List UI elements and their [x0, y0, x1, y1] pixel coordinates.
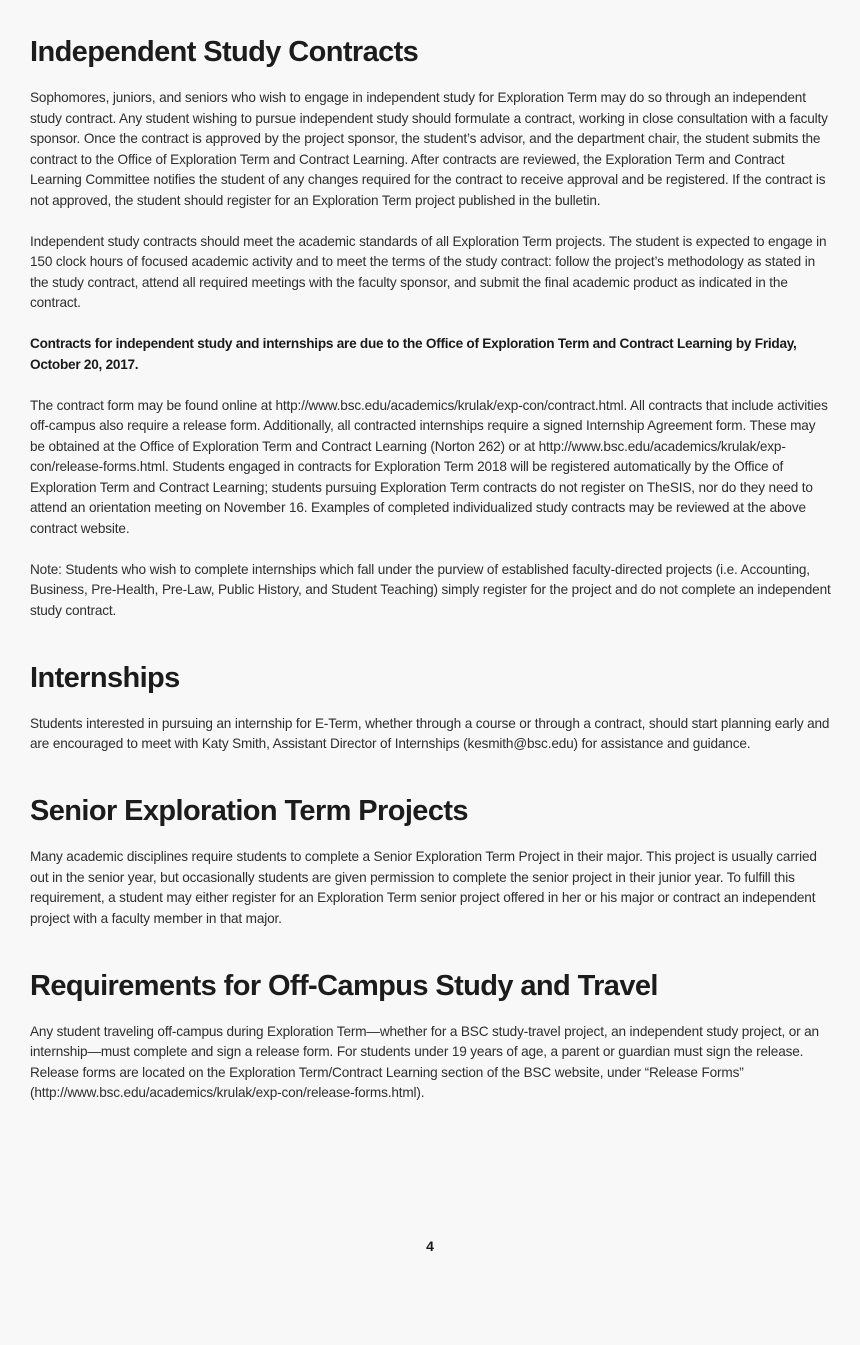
section-internships	[30, 656, 832, 755]
section-heading: Senior Exploration Term Projects	[30, 795, 468, 827]
paragraph: The contract form may be found online at http://www.bsc.edu/academics/krulak/exp-con/contract.html. All contracts that include activities off-campus also require a release form. Additionally, all contracted internships require a signed Internship Agreement form. These may be obtained at the Office of Exploration Term and Contract Learning (Norton 262) or at http://www.bsc.edu/academics/krulak/exp-con/release-forms.html. Students engaged in contracts for Exploration Term 2018 will be registered automatically by the Office of Exploration Term and Contract Learning; students pursuing Exploration Term contracts do not register on TheSIS, nor do they need to attend an orientation meeting on November 16. Examples of completed individualized study contracts may be reviewed at the above contract website.	[30, 397, 828, 536]
paragraph: Independent study contracts should meet the academic standards of all Exploration Term projects. The student is expected to engage in 150 clock hours of focused academic activity and to meet the terms of the study contract: follow the project’s methodology as stated in the study contract, attend all required meetings with the faculty sponsor, and submit the final academic product as indicated in the contract.	[30, 233, 827, 310]
section-off-campus-requirements	[30, 964, 832, 1104]
paragraph: Students interested in pursuing an internship for E-Term, whether through a course or through a contract, should start planning early and are encouraged to meet with Katy Smith, Assistant Director of Internships (kesmith@bsc.edu) for assistance and guidance.	[30, 715, 830, 751]
section-senior-exploration-term-projects	[30, 789, 832, 929]
document-page	[30, 30, 832, 1124]
page-number: 4	[426, 1238, 434, 1254]
paragraph: Any student traveling off-campus during Exploration Term—whether for a BSC study-travel project, an independent study project, or an internship—must complete and sign a release form. For students under 19 years of age, a parent or guardian must sign the release. Release forms are located on the Exploration Term/Contract Learning section of the BSC website, under “Release Forms” (http://www.bsc.edu/academics/krulak/exp-con/release-forms.html).	[30, 1023, 819, 1100]
paragraph: Many academic disciplines require students to complete a Senior Exploration Term Project in their major. This project is usually carried out in the senior year, but occasionally students are given permission to complete the senior project in their junior year. To fulfill this requirement, a student may either register for an Exploration Term senior project offered in her or his major or contract an independent project with a faculty member in that major.	[30, 849, 817, 926]
section-heading: Requirements for Off-Campus Study and Travel	[30, 969, 658, 1002]
section-independent-study-contracts	[30, 30, 832, 621]
deadline-notice: Contracts for independent study and internships are due to the Office of Exploration Term and Contract Learning by Friday, October 20, 2017.	[30, 336, 797, 372]
section-heading: Independent Study Contracts	[30, 36, 419, 68]
paragraph: Note: Students who wish to complete internships which fall under the purview of established faculty-directed projects (i.e. Accounting, Business, Pre-Health, Pre-Law, Public History, and Student Teaching) simply register for the project and do not complete an independent study contract.	[30, 561, 831, 618]
paragraph: Sophomores, juniors, and seniors who wish to engage in independent study for Exploration Term may do so through an independent study contract. Any student wishing to pursue independent study should formulate a contract, working in close consultation with a faculty sponsor. Once the contract is approved by the project sponsor, the student’s advisor, and the department chair, the student submits the contract to the Office of Exploration Term and Contract Learning. After contracts are reviewed, the Exploration Term and Contract Learning Committee notifies the student of any changes required for the contract to receive approval and be registered. If the contract is not approved, the student should register for an Exploration Term project published in the bulletin.	[30, 90, 828, 208]
section-heading: Internships	[30, 661, 180, 694]
